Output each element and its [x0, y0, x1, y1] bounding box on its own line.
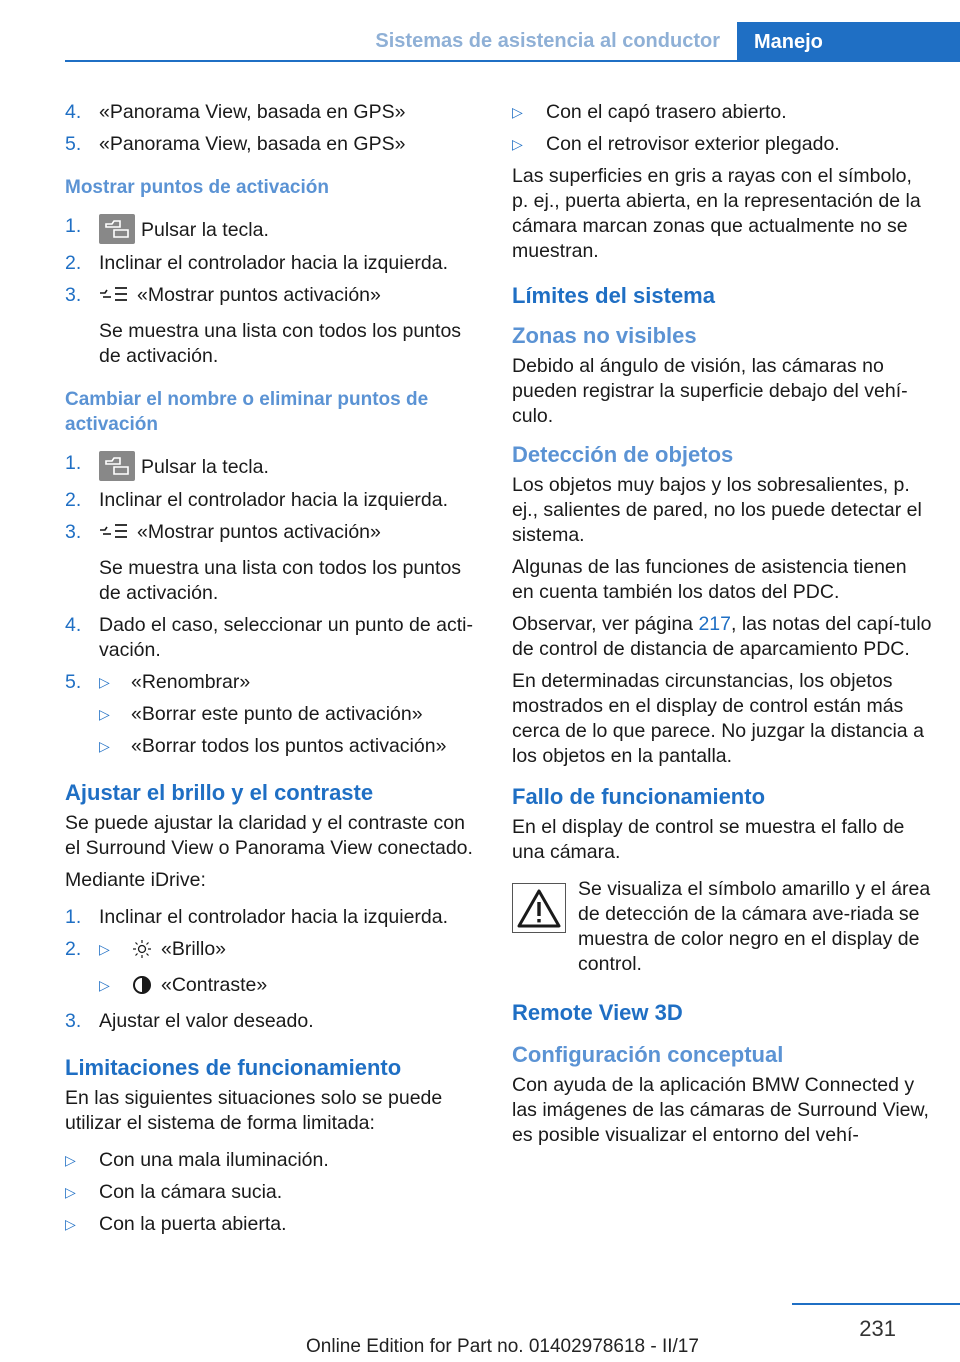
- paragraph: En las siguientes situaciones solo se puede utilizar el sistema de forma limitada:: [65, 1087, 443, 1134]
- step-number: 5.: [65, 671, 82, 693]
- camera-key-icon: [99, 451, 135, 481]
- triangle-bullet-icon: ▷: [512, 104, 523, 120]
- list-item: [65, 905, 483, 930]
- step-number: 1.: [65, 906, 82, 928]
- list-item: [65, 1180, 483, 1205]
- list-text: Con la cámara sucia.: [99, 1181, 283, 1203]
- triangle-bullet-icon: ▷: [99, 674, 110, 690]
- list-item: [65, 100, 483, 125]
- sub-item-text: «Brillo»: [161, 938, 227, 960]
- list-item: [65, 1009, 483, 1034]
- warning-text: Se visualiza el símbolo amarillo y el área de detección de la cámara ave‐riada se muestra de color negro en el display de control.: [578, 878, 931, 975]
- sub-item: [99, 734, 483, 759]
- step-text: Pulsar la tecla.: [141, 456, 269, 478]
- sub-item: [99, 973, 483, 1002]
- list-text: Con una mala iluminación.: [99, 1149, 329, 1171]
- edition-note: Online Edition for Part no. 01402978618 - II/17: [306, 1336, 699, 1357]
- paragraph: En determinadas circunstancias, los objetos mostrados en el display de control están más cerca de lo que parece. No juzgar la distancia a los objetos en la pantalla.: [512, 670, 924, 767]
- header-rule: [65, 60, 737, 62]
- paragraph: Se puede ajustar la claridad y el contraste con el Surround View o Panorama View conectado.: [65, 812, 473, 859]
- list-item: [65, 520, 483, 606]
- list-item: [65, 488, 483, 513]
- page-number: 231: [859, 1316, 896, 1341]
- step-text: Ajustar el valor deseado.: [99, 1010, 314, 1032]
- step-number: 3.: [65, 284, 82, 306]
- paragraph: En el display de control se muestra el fallo de una cámara.: [512, 816, 905, 863]
- sub-item: [99, 702, 483, 727]
- activation-points-icon: [99, 285, 129, 312]
- triangle-bullet-icon: ▷: [99, 941, 110, 957]
- list-item: [65, 670, 483, 759]
- list-item: [65, 132, 483, 157]
- list-item: [65, 1148, 483, 1173]
- contrast-icon: [131, 975, 153, 1002]
- footer-rule: [792, 1303, 960, 1305]
- list-item: [65, 451, 483, 481]
- triangle-bullet-icon: ▷: [65, 1184, 76, 1200]
- list-item: [65, 937, 483, 1002]
- triangle-bullet-icon: ▷: [99, 738, 110, 754]
- triangle-bullet-icon: ▷: [65, 1216, 76, 1232]
- heading-blind-zones: Zonas no visibles: [512, 323, 697, 348]
- list-text: Con el capó trasero abierto.: [546, 101, 787, 123]
- paragraph: [512, 612, 932, 662]
- triangle-bullet-icon: ▷: [99, 706, 110, 722]
- step-number: 2.: [65, 252, 82, 274]
- list-item: [512, 132, 932, 157]
- heading-malfunction: Fallo de funcionamiento: [512, 784, 766, 809]
- paragraph: Mediante iDrive:: [65, 869, 206, 891]
- list-item: [65, 1212, 483, 1237]
- triangle-bullet-icon: ▷: [512, 136, 523, 152]
- text-run: , las notas del capí‐tulo de control de distancia de aparcamiento PDC.: [512, 613, 932, 660]
- step-number: 3.: [65, 1010, 82, 1032]
- step-text: «Panorama View, basada en GPS»: [99, 101, 406, 123]
- sub-item-text: «Borrar este punto de activación»: [131, 703, 423, 725]
- header-chapter-tab: Manejo: [737, 22, 960, 62]
- triangle-bullet-icon: ▷: [99, 977, 110, 993]
- step-number: 3.: [65, 521, 82, 543]
- heading-concept: Configuración conceptual: [512, 1042, 784, 1067]
- list-item: [65, 251, 483, 276]
- step-note: Se muestra una lista con todos los puntos de activación.: [99, 320, 462, 367]
- step-text: Inclinar el controlador hacia la izquierda.: [99, 489, 449, 511]
- sub-item: [99, 670, 483, 695]
- paragraph: Con ayuda de la aplicación BMW Connected y las imágenes de las cámaras de Surround View, es posible visualizar el entorno del vehí‐: [512, 1074, 929, 1146]
- heading-object-detection: Detección de objetos: [512, 442, 734, 467]
- list-text: Con la puerta abierta.: [99, 1213, 287, 1235]
- camera-key-icon: [99, 214, 135, 244]
- warning-triangle-icon: [512, 883, 566, 933]
- list-item: [512, 100, 932, 125]
- heading-system-limits: Límites del sistema: [512, 283, 715, 308]
- header-section-title: Sistemas de asistencia al conductor: [375, 30, 720, 52]
- left-column: [65, 100, 483, 1244]
- paragraph: Debido al ángulo de visión, las cámaras no pueden registrar la superficie debajo del vehí‐culo.: [512, 355, 908, 427]
- list-text: Con el retrovisor exterior plegado.: [546, 133, 840, 155]
- list-item: [65, 283, 483, 369]
- heading-rename-points: Cambiar el nombre o eliminar puntos de activación: [65, 389, 429, 435]
- step-text: Pulsar la tecla.: [141, 219, 269, 241]
- text-run: Observar, ver página: [512, 613, 699, 635]
- brightness-icon: [131, 939, 153, 966]
- sub-item: [99, 937, 483, 966]
- sub-item-text: «Borrar todos los puntos activación»: [131, 735, 447, 757]
- sub-item-text: «Renombrar»: [131, 671, 251, 693]
- right-column: [512, 100, 932, 1155]
- triangle-bullet-icon: ▷: [65, 1152, 76, 1168]
- warning-block: [512, 877, 932, 977]
- heading-show-points: Mostrar puntos de activación: [65, 177, 329, 198]
- activation-points-icon: [99, 522, 129, 549]
- list-item: [65, 214, 483, 244]
- step-number: 1.: [65, 452, 82, 474]
- step-number: 1.: [65, 215, 82, 237]
- page-header: [0, 0, 960, 62]
- paragraph: Algunas de las funciones de asistencia tienen en cuenta también los datos del PDC.: [512, 556, 907, 603]
- step-text: «Mostrar puntos activación»: [137, 521, 381, 543]
- step-number: 2.: [65, 489, 82, 511]
- sub-item-text: «Contraste»: [161, 974, 268, 996]
- step-number: 4.: [65, 101, 82, 123]
- heading-brightness: Ajustar el brillo y el contraste: [65, 780, 374, 805]
- list-item: [65, 613, 483, 663]
- heading-remote-view: Remote View 3D: [512, 1000, 683, 1025]
- step-number: 4.: [65, 614, 82, 636]
- step-text: Dado el caso, seleccionar un punto de acti‐vación.: [99, 614, 473, 661]
- page-reference-link[interactable]: 217: [698, 613, 731, 635]
- step-text: Inclinar el controlador hacia la izquierda.: [99, 252, 449, 274]
- heading-limitations: Limitaciones de funcionamiento: [65, 1055, 402, 1080]
- step-number: 5.: [65, 133, 82, 155]
- step-text: Inclinar el controlador hacia la izquierda.: [99, 906, 449, 928]
- paragraph: Los objetos muy bajos y los sobresalientes, p. ej., salientes de pared, no los puede detectar el sistema.: [512, 474, 922, 546]
- step-number: 2.: [65, 938, 82, 960]
- step-text: «Panorama View, basada en GPS»: [99, 133, 406, 155]
- step-note: Se muestra una lista con todos los puntos de activación.: [99, 557, 462, 604]
- step-text: «Mostrar puntos activación»: [137, 284, 381, 306]
- paragraph: Las superficies en gris a rayas con el símbolo, p. ej., puerta abierta, en la representación de la cámara marcan zonas que actualmente no se muestran.: [512, 165, 921, 262]
